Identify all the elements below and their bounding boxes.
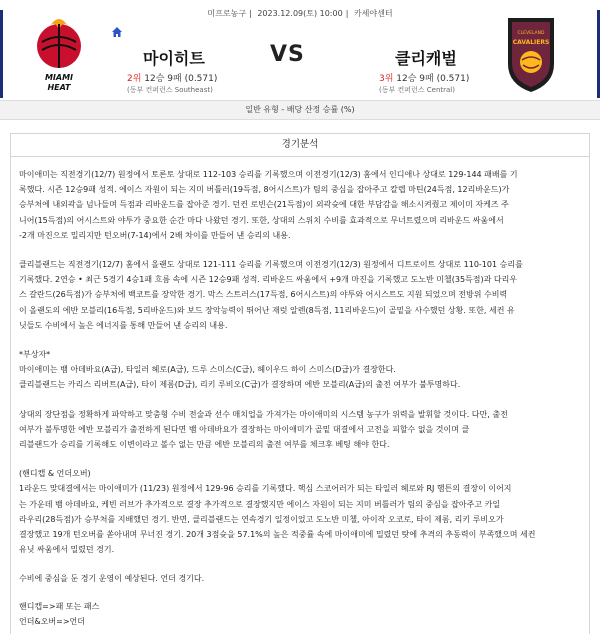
- text-line: 록했다. 시즌 12승9패 성적. 에이스 자원이 되는 지미 버틀러(19득점, 8어시스트)가 팀의 중심을 잡아주고 칼렙 마틴(24득점, 12리바운드)가: [19, 185, 510, 195]
- text-line: 1라운드 맞대결에서는 마이애미가 (11/23) 원정에서 129-96 승리를 기록했다. 핵심 스코어러가 되는 타일러 헤로와 RJ 햄튼의 결장이 이어지: [19, 484, 512, 494]
- away-team-winloss: 12승 9패 (0.571): [396, 74, 470, 84]
- bet-type-row: [0, 100, 600, 120]
- home-team-winloss: 12승 9패 (0.571): [144, 74, 218, 84]
- heat-logo-text-2: HEAT: [47, 83, 71, 92]
- text-line: 유닛 싸움에서 밀렸던 경기.: [19, 545, 115, 555]
- handicap-overunder-analysis: [19, 466, 581, 557]
- home-team-conference: (동부 컨퍼런스 Southeast): [127, 86, 213, 94]
- analysis-paragraph-outlook: [19, 407, 581, 453]
- analysis-paragraph-cleveland: [19, 257, 581, 333]
- analysis-body: [11, 157, 589, 629]
- left-accent-bar: [0, 10, 3, 98]
- text-line: 상대의 장단점을 정확하게 파악하고 맞춤형 수비 전술과 선수 매치업을 가져가는 마이애미의 시스템 농구가 위력을 발휘할 것이다. 다만, 출전: [19, 409, 508, 419]
- text-line: (핸디캡 & 언더오버): [19, 469, 91, 479]
- away-team-record: [379, 71, 469, 84]
- text-line: 클리블랜드는 카리스 리버트(A급), 타이 제롬(D급), 리키 루비오(C급)가 결장하며 에반 모블리(A급)의 출전 여부가 불투명하다.: [19, 380, 461, 390]
- home-team-rank: 2위: [127, 74, 142, 84]
- text-line: 여부가 불투명한 에반 모블리가 출전하게 된다면 뱀 아데바요가 결장하는 마이애미가 골밑 대결에서 고전을 피할수 없을 것이며 클: [19, 424, 470, 434]
- cavs-logo-text-1: CLEVELAND: [517, 31, 545, 36]
- text-line: 니어(15득점)의 어시스트와 야투가 중요한 순간 마다 나왔던 경기. 또한, 상대의 스위치 수비를 효과적으로 무너트렸으며 리바운드 싸움에서: [19, 215, 504, 225]
- text-line: 기록했다. 2연승 • 최근 5경기 4승1패 흐름 속에 시즌 12승9패 성적. 리바운드 싸움에서 +9개 마진을 기록했고 도노반 미첼(35득점)과 다리우: [19, 275, 518, 285]
- text-line: 언더&오버=>언더: [19, 616, 86, 626]
- text-line: 이 올랜도의 에반 모블리(16득점, 5리바운드)와 보드 장악능력이 뛰어난 재럿 알렌(8득점, 11리바운드)이 골밑을 사수했던 상황. 또한, 세컨 유: [19, 305, 515, 315]
- betting-picks: [19, 599, 581, 629]
- text-line: 는 가운데 뱀 아데바요, 케빈 러브가 추가적으로 결장 추가적으로 결장했지만 에이스 자원이 되는 지미 버틀러가 팀의 중심을 잡아주고 카일: [19, 499, 501, 509]
- text-line: 닛들도 수비에서 높은 에너지를 통해 만들어 낸 승리의 내용.: [19, 320, 228, 330]
- text-line: 결장했고 19개 턴오버를 쏟아내며 무너진 경기. 20개 3점슛을 57.1%의 높은 적중률 속에 마이애미에 밀렸던 탓에 추격의 추동력이 부족했으며 세컨: [19, 530, 536, 540]
- analysis-title: 경기분석: [11, 134, 589, 157]
- cavs-logo-text-2: CAVALIERS: [512, 39, 550, 46]
- text-line: 클리블랜드는 직전경기(12/7) 홈에서 올랜도 상대로 121-111 승리를 기록했으며 이전경기(12/3) 원정에서 디트로이트 상대로 110-101 승리를: [19, 260, 523, 270]
- away-team-conference: (동부 컨퍼런스 Central): [379, 86, 455, 94]
- home-team-record: [127, 71, 217, 84]
- text-line: 마이애미는 직전경기(12/7) 원정에서 토론토 상대로 112-103 승리를 기록했으며 이전경기(12/3) 홈에서 인디애나 상대로 129-144 패배를 기: [19, 170, 518, 179]
- vs-label: VS: [270, 42, 305, 67]
- home-icon: [111, 26, 123, 38]
- text-line: 마이애미는 뱀 아데바요(A급), 타일러 헤로(A급), 드루 스미스(C급), 헤이우드 하이 스미스(D급)가 결장한다.: [19, 365, 396, 375]
- game-prediction: [19, 571, 581, 586]
- miami-heat-logo: [28, 12, 90, 94]
- heat-logo-text-1: MIAMI: [44, 73, 74, 82]
- text-line: 핸디캡=>패 또는 패스: [19, 601, 100, 611]
- injury-report: [19, 347, 581, 393]
- venue-label: 카세야센터: [353, 9, 393, 18]
- away-team-name: 클리캐벌: [395, 49, 457, 68]
- home-team-name: 마이히트: [143, 49, 205, 68]
- match-info-bar: 미프로농구 | 2023.12.09(토) 10:00 | 카세야센터: [207, 9, 393, 18]
- text-line: 스 갈란드(26득점)가 승부처에 백코트를 장악한 경기. 막스 스트러스(17득점, 6어시스트)의 야투와 어시스트도 지원 되었으며 전방위 수비력: [19, 290, 508, 300]
- bet-type-label: 일반 유형 - 배당 산정 승률 (%): [245, 105, 355, 114]
- match-datetime: 2023.12.09(토) 10:00: [257, 9, 343, 18]
- cleveland-cavaliers-logo: [500, 12, 562, 94]
- league-label: 미프로농구: [207, 9, 247, 18]
- away-team-rank: 3위: [379, 74, 394, 84]
- analysis-paragraph-miami: [19, 167, 581, 243]
- text-line: 수비에 중심을 둔 경기 운영이 예상된다. 언더 경기다.: [19, 574, 205, 584]
- text-line: 라우리(28득점)가 승부처를 지배했던 경기. 반면, 클리블랜드는 연속경기 일정이었고 도노반 미첼, 아이작 오코로, 타이 제롬, 리키 루비오가: [19, 514, 504, 524]
- text-line: 리블랜드가 승리를 기록해도 이변이라고 볼수 없는 만큼 에반 모블리의 출전 여부를 체크후 베팅 해야 한다.: [19, 440, 390, 450]
- text-line: *부상자*: [19, 350, 51, 360]
- text-line: -2개 마진으로 밀리지만 턴오버(7-14)에서 2배 차이를 만들어 낸 승리의 내용.: [19, 230, 291, 240]
- analysis-panel: [10, 133, 590, 634]
- text-line: 승부처에 내외곽을 넘나들며 득점과 리바운드를 잡아준 경기. 던컨 로빈슨(21득점)이 외곽슛에 대한 부담감을 해소시켜줬고 제이미 자케즈 주: [19, 200, 509, 210]
